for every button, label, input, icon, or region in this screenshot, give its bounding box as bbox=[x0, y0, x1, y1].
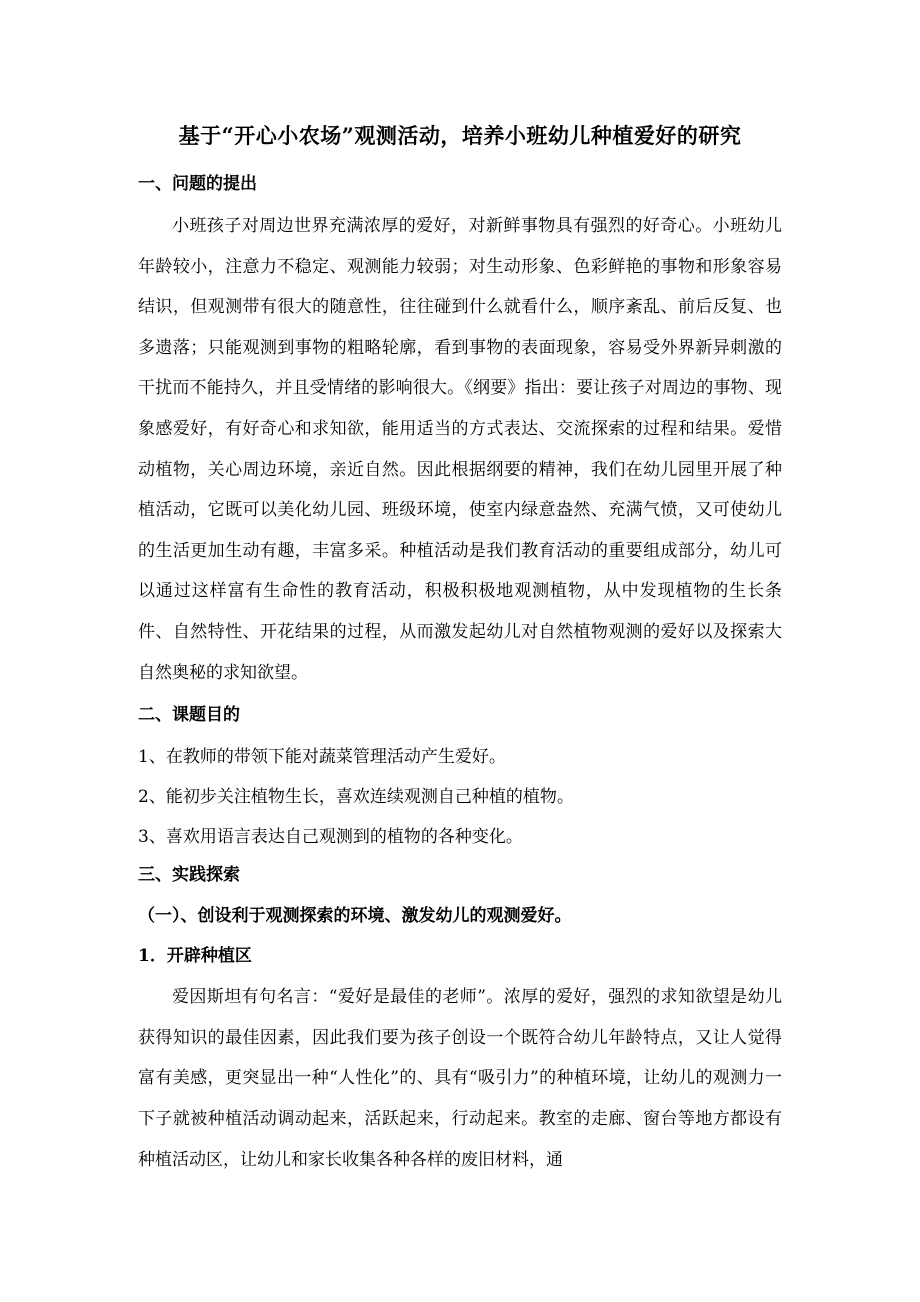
point-heading-planting-area: 1．开辟种植区 bbox=[138, 946, 252, 967]
subsection-heading-environment: （一）、创设利于观测探索的环境、激发幼儿的观测爱好。 bbox=[138, 906, 572, 927]
section-heading-goals: 二、课题目的 bbox=[138, 705, 240, 726]
section-heading-problem: 一、问题的提出 bbox=[138, 174, 257, 194]
paragraph-problem: 小班孩子对周边世界充满浓厚的爱好，对新鲜事物具有强烈的好奇心。小班幼儿年龄较小，注意力不稳定、观测能力较弱；对生动形象、色彩鲜艳的事物和形象容易结识，但观测带有很大的随意性，往往碰到什么就看什么，顺序紊乱、前后反复、也多遗落；只能观测到事物的粗略轮廓，看到事物的表面现象，容易受外界新异刺激的干扰而不能持久，并且受情绪的影响很大。《纲要》指出：要让孩子对周边的事物、现象感爱好，有好奇心和求知欲，能用适当的方式表达、交流探索的过程和结果。爱惜动植物，关心周边环境，亲近自然。因此根据纲要的精神，我们在幼儿园里开展了种植活动，它既可以美化幼儿园、班级环境，使室内绿意盎然、充满气愤，又可使幼儿的生活更加生动有趣，丰富多采。种植活动是我们教育活动的重要组成部分，幼儿可以通过这样富有生命性的教育活动，积极积极地观测植物，从中发现植物的生长条件、自然特性、开花结果的过程，从而激发起幼儿对自然植物观测的爱好以及探索大自然奥秘的求知欲望。 bbox=[138, 216, 782, 683]
document-body bbox=[138, 166, 782, 1184]
paragraph-planting-area: 爱因斯坦有句名言：“爱好是最佳的老师”。浓厚的爱好，强烈的求知欲望是幼儿获得知识的最佳因素，因此我们要为孩子创设一个既符合幼儿年龄特点，又让人觉得富有美感，更突显出一种“人性化”的、具有“吸引力”的种植环境，让幼儿的观测力一下子就被种植活动调动起来，活跃起来，行动起来。教室的走廊、窗台等地方都设有种植活动区，让幼儿和家长收集各种各样的废旧材料，通 bbox=[138, 987, 782, 1170]
goal-item: 1、在教师的带领下能对蔬菜管理活动产生爱好。 bbox=[138, 747, 506, 768]
goal-item: 2、能初步关注植物生长，喜欢连续观测自己种植的植物。 bbox=[138, 787, 574, 808]
section-heading-practice: 三、实践探索 bbox=[138, 865, 240, 886]
document-title: 基于“开心小农场”观测活动，培养小班幼儿种植爱好的研究 bbox=[178, 123, 742, 148]
goal-item: 3、喜欢用语言表达自己观测到的植物的各种变化。 bbox=[138, 827, 523, 848]
